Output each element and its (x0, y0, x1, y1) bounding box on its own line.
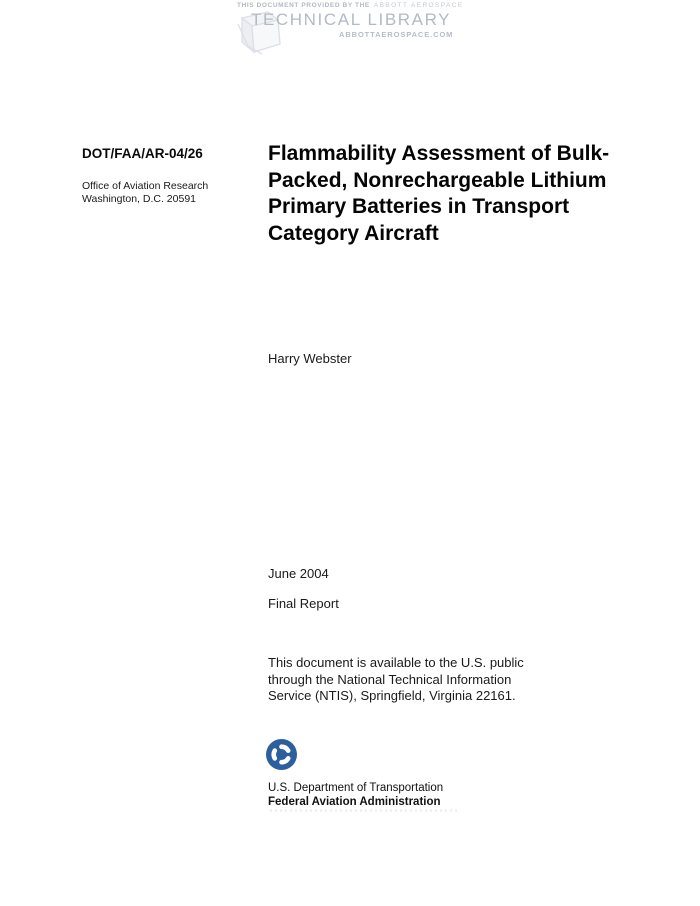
dot-triskelion-logo-icon (266, 739, 297, 770)
watermark-provided-text: THIS DOCUMENT PROVIDED BY THE (237, 2, 370, 9)
issuing-office (82, 180, 208, 205)
title-line-2: Packed, Nonrechargeable Lithium (268, 168, 607, 192)
availability-notice (268, 655, 524, 705)
watermark-brand: ABBOTT AEROSPACE (373, 2, 464, 9)
availability-line-2: through the National Technical Information (268, 671, 512, 687)
availability-line-1: This document is available to the U.S. public (268, 655, 524, 670)
agency-names (268, 782, 443, 809)
scan-artifact (270, 809, 460, 812)
watermark-library-title: TECHNICAL LIBRARY (251, 10, 452, 29)
administration-name: Federal Aviation Administration (268, 795, 441, 808)
publication-date: June 2004 (268, 566, 329, 581)
watermark-provided-line (237, 2, 464, 9)
title-line-4: Category Aircraft (268, 221, 439, 245)
document-title (268, 141, 609, 247)
office-line-2: Washington, D.C. 20591 (82, 192, 197, 205)
title-line-1: Flammability Assessment of Bulk- (268, 142, 610, 165)
watermark-site-url: ABBOTTAEROSPACE.COM (339, 30, 454, 39)
author-name: Harry Webster (268, 351, 352, 366)
department-name: U.S. Department of Transportation (268, 782, 444, 794)
availability-line-3: Service (NTIS), Springfield, Virginia 22161. (268, 688, 516, 703)
report-type: Final Report (268, 596, 339, 611)
office-line-1: Office of Aviation Research (82, 180, 209, 192)
title-line-3: Primary Batteries in Transport (268, 195, 570, 218)
report-number: DOT/FAA/AR-04/26 (82, 146, 203, 161)
